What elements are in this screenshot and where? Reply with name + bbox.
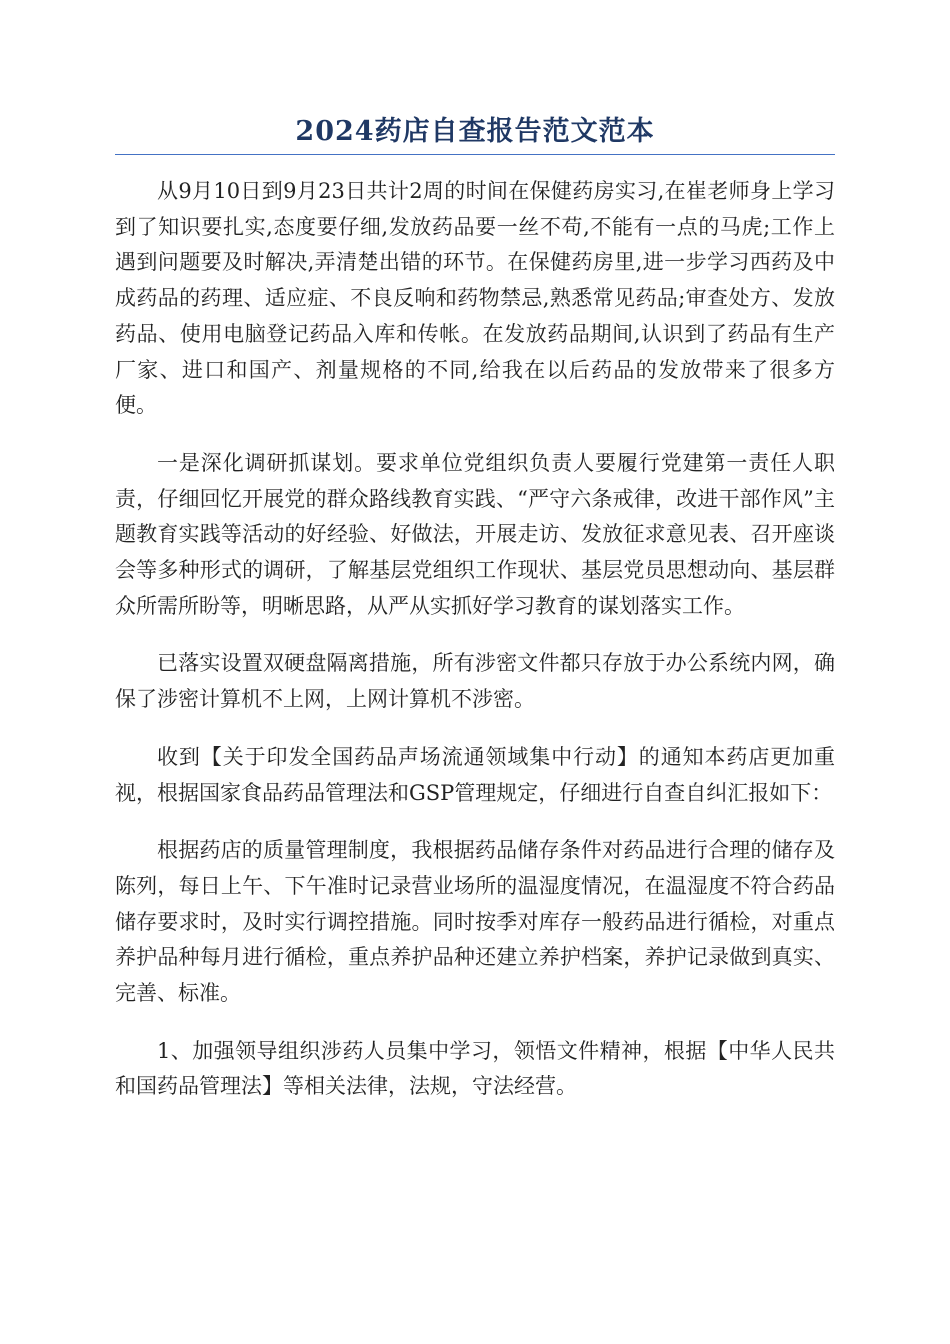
paragraph-storage-management: 根据药店的质量管理制度，我根据药品储存条件对药品进行合理的储存及陈列，每日上午、下午准时记录营业场所的温湿度情况，在温湿度不符合药品储存要求时，及时实行调控措施。同时按季对库存一般药品进行循检，对重点养护品种每月进行循检，重点养护品种还建立养护档案，养护记录做到真实、完善、标准。 bbox=[115, 838, 835, 1006]
paragraph-research-planning: 一是深化调研抓谋划。要求单位党组织负责人要履行党建第一责任人职责，仔细回忆开展党的群众路线教育实践、“严守六条戒律，改进干部作风”主题教育实践等活动的好经验、好做法，开展走访、发放征求意见表、召开座谈会等多种形式的调研，了解基层党组织工作现状、基层党员思想动向、基层群众所需所盼等，明晰思路，从严从实抓好学习教育的谋划落实工作。 bbox=[115, 450, 835, 618]
paragraph-item-1: 1、加强领导组织涉药人员集中学习，领悟文件精神，根据【中华人民共和国药品管理法】等相关法律，法规，守法经营。 bbox=[115, 1038, 835, 1099]
document-body bbox=[115, 174, 835, 1127]
paragraph-internship: 从9月10日到9月23日共计2周的时间在保健药房实习,在崔老师身上学习到了知识要扎实,态度要仔细,发放药品要一丝不苟,不能有一点的马虎;工作上遇到问题要及时解决,弄清楚出错的环节。在保健药房里,进一步学习西药及中成药品的药理、适应症、不良反响和药物禁忌,熟悉常见药品;审查处方、发放药品、使用电脑登记药品入库和传帐。在发放药品期间,认识到了药品有生产厂家、进口和国产、剂量规格的不同,给我在以后药品的发放带来了很多方便。 bbox=[115, 179, 835, 418]
page-title: 2024药店自查报告范文范本 bbox=[295, 116, 655, 147]
title-underline bbox=[115, 154, 835, 155]
paragraph-notice-received: 收到【关于印发全国药品声场流通领域集中行动】的通知本药店更加重视，根据国家食品药品管理法和GSP管理规定，仔细进行自查自纠汇报如下： bbox=[115, 744, 835, 805]
paragraph-security-measures: 已落实设置双硬盘隔离措施，所有涉密文件都只存放于办公系统内网，确保了涉密计算机不上网，上网计算机不涉密。 bbox=[115, 651, 835, 712]
